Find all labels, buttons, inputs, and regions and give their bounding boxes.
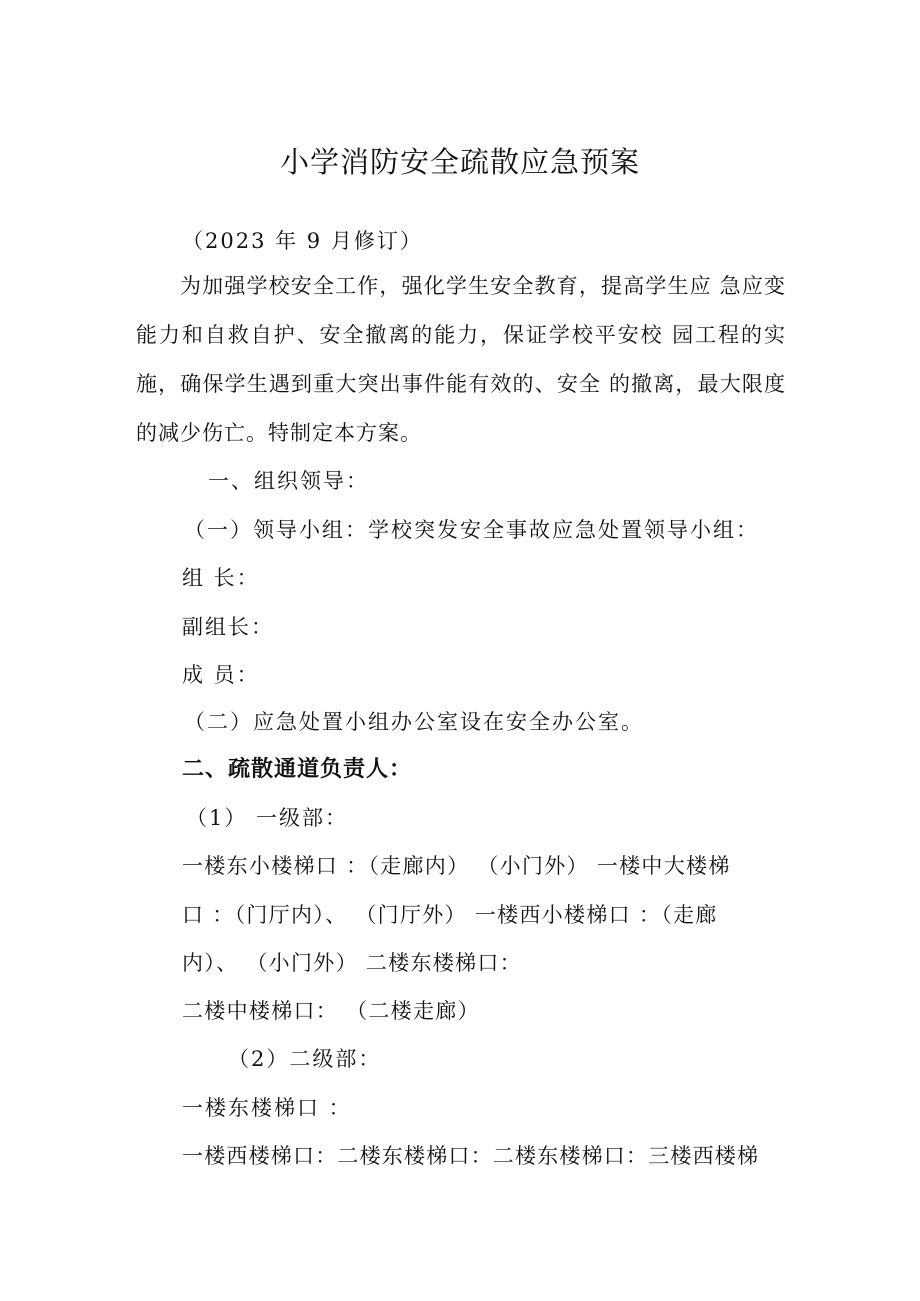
deputy-leader-label: 副组长： (182, 615, 274, 639)
intro-paragraph: 为加强学校安全工作，强化学生安全教育，提高学生应 急应变能力和自救自护、安全撤离的能力，保证学校平安校 园工程的实施，确保学生遇到重大突出事件能有效的、安全 的撤离，最大限度的减少伤亡。特制定本方案。 (136, 274, 786, 445)
grade-1-line-1: 一楼东小楼梯口 ：（走廊内） （小门外） 一楼中大楼梯 (182, 854, 731, 878)
office-location: （二）应急处置小组办公室设在安全办公室。 (184, 710, 644, 734)
document-title: 小学消防安全疏散应急预案 (279, 145, 640, 179)
revision-note: （2023 年 9 月修订） (182, 229, 423, 253)
leadership-group-title: （一）领导小组：学校突发安全事故应急处置领导小组： (184, 518, 759, 542)
section-2-heading: 二、疏散通道负责人： (182, 757, 413, 782)
grade-2-label: （2）二级部： (228, 1047, 382, 1071)
grade-1-line-2: 口 ：（门厅内）、 （门厅外） 一楼西小楼梯口 ：（走廊 (182, 903, 718, 927)
group-leader-label: 组 长： (182, 566, 260, 590)
grade-1-line-4: 二楼中楼梯口： （二楼走廊） (182, 999, 480, 1023)
grade-2-line-2: 一楼西楼梯口：二楼东楼梯口：二楼东楼梯口：三楼西楼梯 (182, 1144, 760, 1168)
grade-1-label: （1） 一级部： (186, 806, 349, 830)
grade-1-line-3: 内）、 （小门外） 二楼东楼梯口： (182, 951, 522, 975)
members-label: 成 员： (182, 663, 260, 687)
section-1-heading: 一、组织领导： (208, 469, 369, 493)
grade-2-line-1: 一楼东楼梯口 ： (182, 1096, 352, 1120)
